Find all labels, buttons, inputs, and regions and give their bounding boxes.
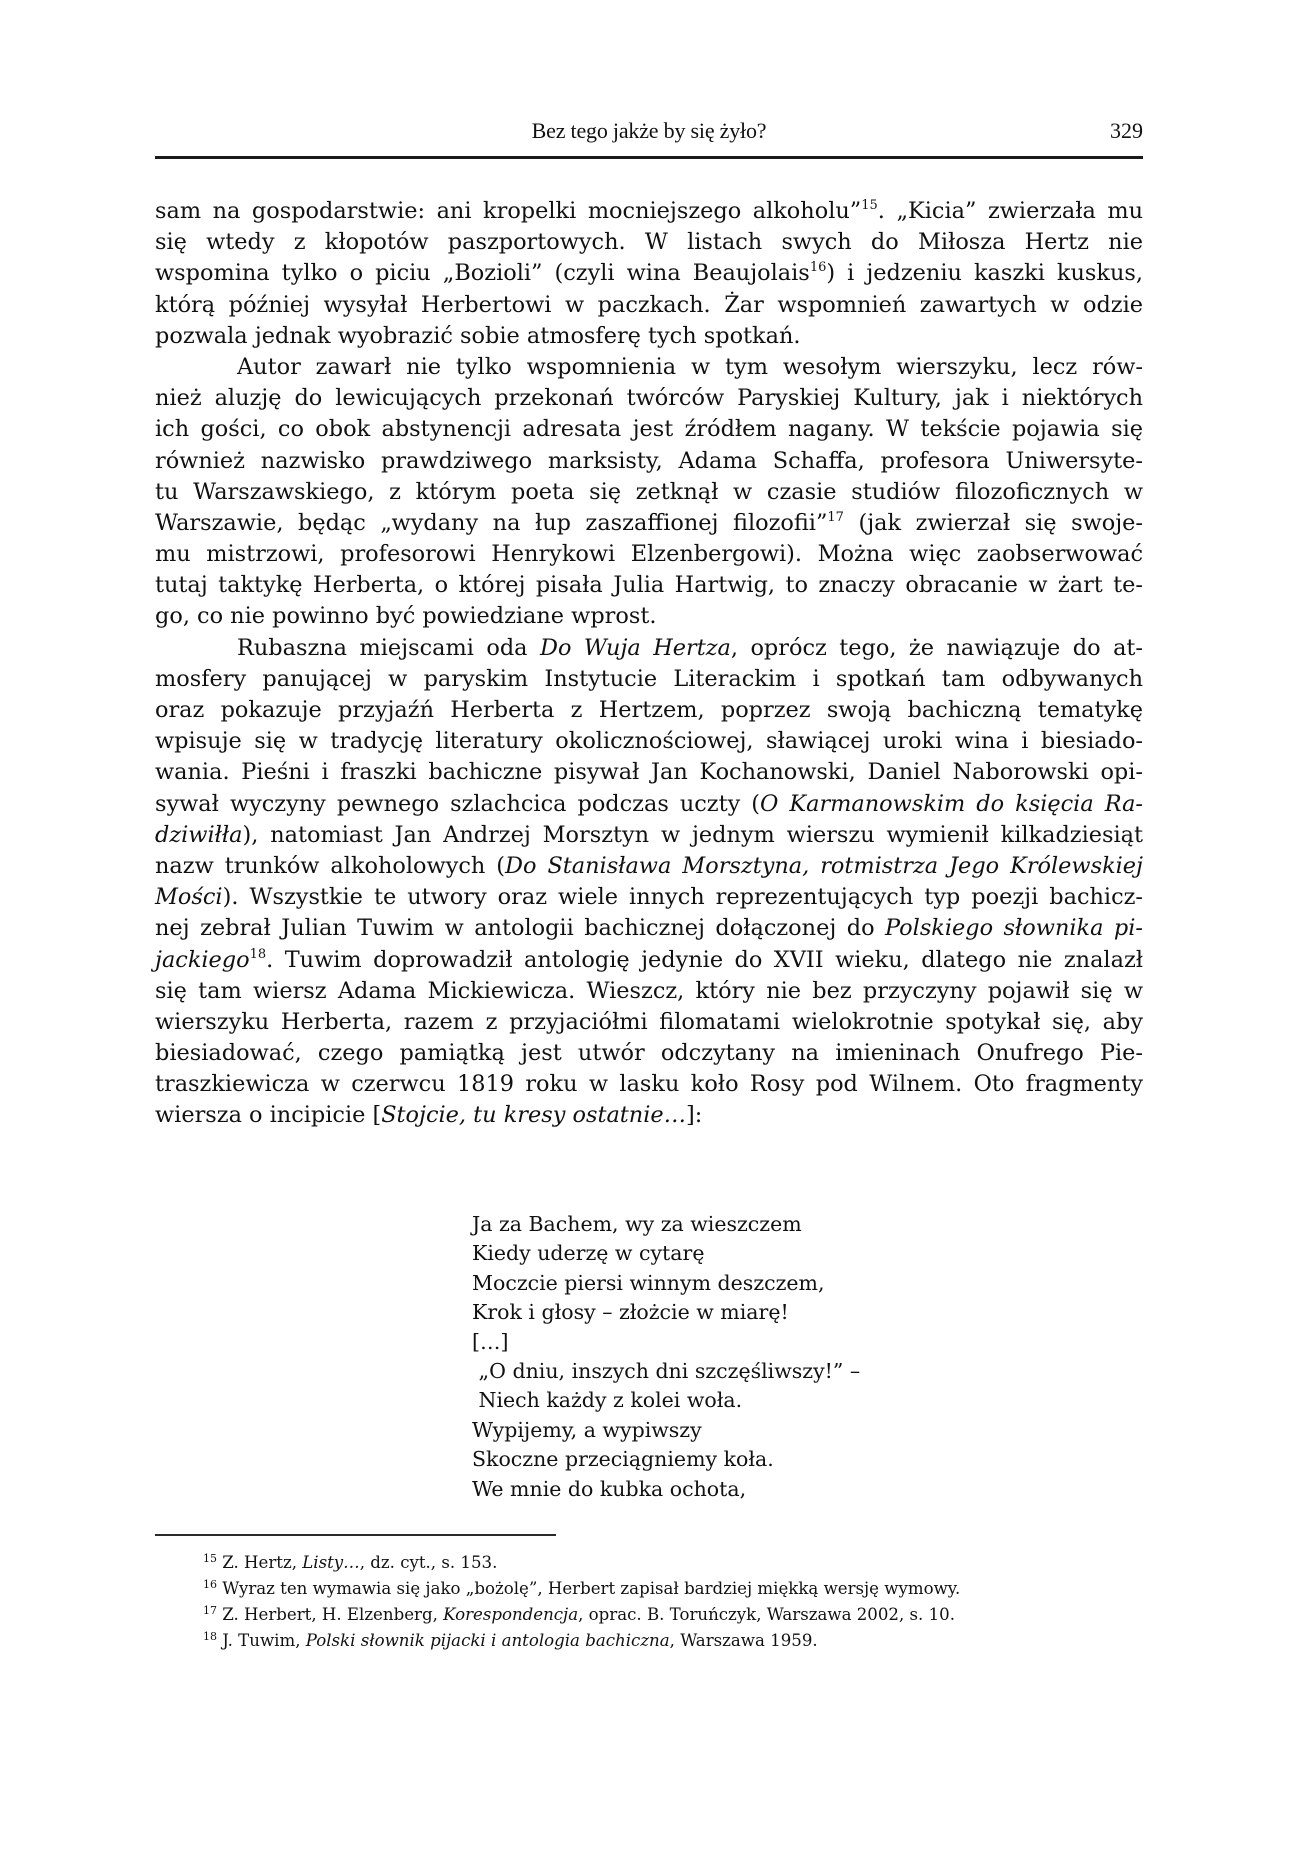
poem-line: Niech każdy z kolei woła. [472,1388,743,1413]
text-run: wspomina tylko o piciu „Bozioli” (czyli wina Beaujolais [155,260,810,287]
footnote-ref[interactable]: 15 [861,198,878,213]
text-run: również nazwisko prawdziwego marksisty, Adama Schaffa, profesora Uniwersyte- [155,447,1143,474]
text-line [155,1038,1143,1069]
text-line [155,383,1143,414]
italic-title: Polski słownik pijacki i antologia bachiczna [305,1631,670,1650]
text-run: nazw trunków alkoholowych ( [155,852,506,879]
text-run: ich gości, co obok abstynencji adresata jest źródłem nagany. W tekście pojawia się [155,416,1143,443]
footnote-separator [155,1534,556,1536]
text-run: się wtedy z kłopotów paszportowych. W listach swych do Miłosza Hertz nie [155,229,1143,256]
text-run: mosfery panującej w paryskim Instytucie Literackim i spotkań tam odbywanych [155,665,1143,692]
body-text [155,196,1143,1132]
italic-title: Do Wuja Hertza [540,634,731,661]
text-line [155,1100,1143,1131]
text-run: mu mistrzowi, profesorowi Henrykowi Elzenbergowi). Można więc zaobserwować [155,541,1143,568]
text-run: , dz. cyt., s. 153. [359,1553,498,1572]
page-number: 329 [1110,118,1143,143]
text-line [155,321,1143,352]
text-run: biesiadować, czego pamiątką jest utwór odczytany na imieninach Onufrego Pie- [155,1040,1143,1067]
text-run: . Tuwim doprowadził antologię jedynie do XVII wieku, dlatego nie znalazł [266,946,1143,973]
text-line [155,258,1143,289]
text-line [155,757,1143,788]
footnote-ref[interactable]: 17 [827,509,844,525]
footnote [203,1602,960,1628]
text-run: J. Tuwim, [217,1631,306,1650]
text-line [155,633,1143,664]
text-line [155,1007,1143,1038]
text-run: pozwala jednak wyobrazić sobie atmosferę tych spotkań. [155,322,801,349]
text-run: traszkiewicza w czerwcu 1819 roku w lasku koło Rosy pod Wilnem. Oto fragmenty [155,1071,1143,1098]
text-run: (jak zwierzał się swoje- [843,509,1143,536]
italic-title: Listy… [302,1553,360,1572]
italic-title: O Karmanowskim do księcia Ra- [760,790,1143,817]
text-run: wierszyku Herberta, razem z przyjaciółmi filomatami wielokrotnie spotykał się, aby [155,1008,1143,1035]
page-header [155,112,1143,152]
text-run: , oprac. B. Toruńczyk, Warszawa 2002, s. 10. [578,1605,955,1624]
footnote [203,1576,960,1602]
text-run: ) i jedzeniu kaszki kuskus, [826,260,1143,287]
text-run: ). Wszystkie te utwory oraz wiele innych reprezentujących typ poezji bachicz- [222,884,1143,911]
footnote [203,1550,960,1576]
poem-line: Krok i głosy – złożcie w miarę! [472,1300,789,1325]
footnote [203,1628,960,1654]
poem-line: Kiedy uderzę w cytarę [472,1241,705,1266]
text-run: tu Warszawskiego, z którym poeta się zetknął w czasie studiów filozoficznych w [155,478,1143,505]
poem-quote [472,1210,860,1504]
text-run: wiersza o incipicie [ [155,1102,382,1129]
text-line [155,196,1143,227]
text-run: nej zebrał Julian Tuwim w antologii bachicznej dołączonej do [155,915,886,942]
italic-title: Polskiego słownika pi- [885,915,1143,942]
running-title: Bez tego jakże by się żyło? [531,118,767,143]
header-rule [155,156,1143,159]
text-line [155,820,1143,851]
poem-line: „O dniu, inszych dni szczęśliwszy!” – [472,1358,861,1383]
text-run: go, co nie powinno być powiedziane wprost. [155,603,657,630]
text-line [155,508,1143,539]
italic-title: dziwiłła [155,821,243,848]
poem-line: Wypijemy, a wypiwszy [472,1417,702,1442]
text-line [155,695,1143,726]
text-run: wpisuje się w tradycję literatury okolicznościowej, sławiącej uroki wina i biesiado- [155,728,1143,755]
italic-title: Stojcie, tu kresy ostatnie… [381,1102,687,1129]
text-line [155,913,1143,944]
poem-line: We mnie do kubka ochota, [472,1476,747,1501]
text-line [155,227,1143,258]
text-line [155,446,1143,477]
poem-line: […] [472,1329,509,1354]
text-run: Autor zawarł nie tylko wspomnienia w tym wesołym wierszyku, lecz rów- [237,353,1143,380]
text-line [155,1069,1143,1100]
text-line [155,414,1143,445]
italic-title: Mości [155,884,223,911]
text-line [155,290,1143,321]
italic-title: Do Stanisława Morsztyna, rotmistrza Jego Królewskiej [505,852,1144,879]
text-run: . „Kicia” zwierzała mu [877,198,1143,224]
italic-title: jackiego [155,946,250,973]
text-run: sywał wyczyny pewnego szlachcica podczas uczty ( [155,790,761,817]
text-line [155,570,1143,601]
footnotes [203,1550,960,1654]
poem-line: Ja za Bachem, wy za wieszczem [472,1212,802,1236]
poem-line: Skoczne przeciągniemy koła. [472,1447,774,1472]
text-line [155,352,1143,383]
text-run: się tam wiersz Adama Mickiewicza. Wieszcz, który nie bez przyczyny pojawił się w [155,977,1143,1004]
text-run: wania. Pieśni i fraszki bachiczne pisywał Jan Kochanowski, Daniel Naborowski opi- [155,759,1143,786]
text-run: którą później wysyłał Herbertowi w paczkach. Żar wspomnień zawartych w odzie [155,291,1143,318]
text-run: Wyraz ten wymawia się jako „bożolę”, Herbert zapisał bardziej miękką wersję wymowy. [217,1579,961,1598]
footnote-number: 17 [203,1604,217,1617]
text-run: Z. Herbert, H. Elzenberg, [217,1605,444,1624]
text-run: ), natomiast Jan Andrzej Morsztyn w jednym wierszu wymienił kilkadziesiąt [242,821,1143,848]
text-run: , oprócz tego, że nawiązuje do at- [730,634,1143,661]
text-line [155,726,1143,757]
text-run: tutaj taktykę Herberta, o której pisała Julia Hartwig, to znaczy obracanie w żart te- [155,572,1143,599]
text-run: Warszawie, będąc „wydany na łup zaszaffionej filozofii” [155,509,828,536]
text-line [155,882,1143,913]
footnote-ref[interactable]: 16 [809,260,827,276]
italic-title: Korespondencja [443,1605,579,1624]
text-line [155,539,1143,570]
text-line [155,477,1143,508]
footnote-number: 16 [203,1578,217,1591]
text-line [155,851,1143,882]
text-run: nież aluzję do lewicujących przekonań twórców Paryskiej Kultury, jak i niektórych [155,385,1143,412]
text-line [155,789,1143,820]
poem-line: Moczcie piersi winnym deszczem, [472,1270,825,1295]
footnote-number: 18 [203,1630,217,1643]
text-line [155,664,1143,695]
footnote-ref[interactable]: 18 [249,946,267,962]
text-run: sam na gospodarstwie: ani kropelki mocniejszego alkoholu” [155,198,862,224]
text-run: oraz pokazuje przyjaźń Herberta z Hertzem, poprzez swoją bachiczną tematykę [155,697,1143,723]
text-run: Z. Hertz, [217,1553,303,1572]
text-run: ]: [686,1102,703,1129]
text-line [155,976,1143,1007]
text-line [155,601,1143,632]
text-run: Rubaszna miejscami oda [237,634,540,661]
footnote-number: 15 [203,1552,217,1565]
text-line [155,945,1143,976]
text-run: , Warszawa 1959. [669,1631,818,1650]
